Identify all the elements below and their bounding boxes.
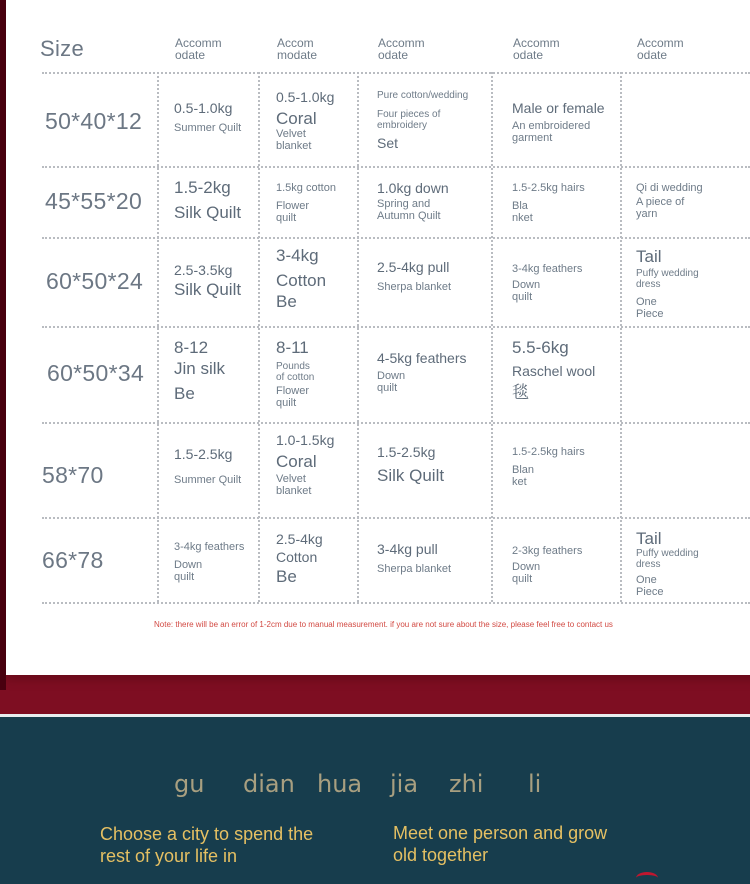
size-value: 60*50*34 bbox=[47, 360, 145, 386]
table-cell bbox=[512, 517, 618, 598]
cell-text: 2.5-4kg bbox=[276, 531, 323, 547]
cell-text: Coral bbox=[276, 109, 317, 128]
pinyin-dian: dian bbox=[243, 770, 295, 798]
cell-text: 1.5kg cotton bbox=[276, 182, 336, 194]
column-header bbox=[378, 37, 490, 61]
table-cell bbox=[636, 237, 746, 322]
cell-text: 4-5kg feathers bbox=[377, 350, 467, 366]
size-value: 58*70 bbox=[42, 462, 104, 488]
cell-text: Sherpa blanket bbox=[377, 563, 451, 575]
cell-text: Summer Quilt bbox=[174, 474, 242, 486]
table-cell bbox=[636, 166, 746, 233]
column-header bbox=[513, 37, 619, 61]
table-cell bbox=[276, 72, 356, 162]
table-cell bbox=[377, 237, 489, 322]
column-header-line: Accom bbox=[277, 37, 314, 50]
cell-text: Raschel wool bbox=[512, 363, 596, 379]
cell-text: Sherpa blanket bbox=[377, 281, 451, 293]
cell-text: Silk Quilt bbox=[174, 280, 242, 299]
table-cell bbox=[276, 166, 356, 233]
cell-text: 1.0-1.5kg bbox=[276, 432, 335, 448]
cell-text: Blan ket bbox=[512, 464, 535, 488]
size-header: Size bbox=[40, 36, 84, 61]
column-header-line: Accomm bbox=[637, 37, 684, 50]
cell-text: 1.5-2.5kg bbox=[377, 444, 436, 460]
table-cell bbox=[377, 166, 489, 233]
cell-text: Jin silk bbox=[174, 359, 226, 378]
cell-text: A piece of yarn bbox=[636, 196, 685, 220]
cell-text: Be bbox=[174, 384, 195, 403]
table-cell bbox=[377, 326, 489, 418]
cell-text: Flower quilt bbox=[276, 385, 310, 409]
table-cell bbox=[512, 422, 618, 513]
column-header bbox=[175, 37, 257, 61]
cell-text: 3-4kg feathers bbox=[512, 263, 583, 275]
size-value: 60*50*24 bbox=[46, 268, 144, 294]
cell-text: Velvet blanket bbox=[276, 128, 312, 152]
size-value: 45*55*20 bbox=[45, 188, 143, 214]
cell-text: Be bbox=[276, 292, 297, 311]
cell-text: 1.0kg down bbox=[377, 180, 449, 196]
cell-text: 0.5-1.0kg bbox=[276, 89, 335, 105]
column-header-line: odate bbox=[513, 48, 544, 61]
cell-text: Qi di wedding bbox=[636, 182, 703, 194]
cell-text: 毯 bbox=[512, 383, 529, 402]
pinyin-jia: jia bbox=[390, 770, 419, 798]
table-cell bbox=[174, 237, 256, 322]
pinyin-zhi: zhi bbox=[449, 770, 484, 798]
cell-text: 2-3kg feathers bbox=[512, 545, 583, 557]
cell-text: Flower quilt bbox=[276, 200, 310, 224]
cell-text: Pounds of cotton bbox=[276, 361, 315, 383]
cell-text: Tail bbox=[636, 529, 662, 548]
table-cell bbox=[377, 72, 489, 162]
cell-text: 3-4kg feathers bbox=[174, 541, 245, 553]
cell-text: Down quilt bbox=[512, 561, 541, 585]
table-cell bbox=[377, 517, 489, 598]
table-cell bbox=[276, 517, 356, 598]
table-cell bbox=[512, 72, 618, 162]
cell-text: Down quilt bbox=[174, 559, 203, 583]
column-header-line: Accomm bbox=[378, 37, 425, 50]
cell-text: Set bbox=[377, 135, 399, 151]
table-cell bbox=[512, 166, 618, 233]
cell-text: Silk Quilt bbox=[377, 466, 445, 485]
cell-text: 1.5-2.5kg hairs bbox=[512, 182, 585, 194]
cell-text: Down quilt bbox=[512, 279, 541, 303]
table-cell bbox=[276, 422, 356, 513]
cell-text: 1.5-2.5kg hairs bbox=[512, 446, 585, 458]
column-separator bbox=[620, 72, 622, 602]
column-header-line: modate bbox=[277, 48, 318, 61]
size-value: 66*78 bbox=[42, 547, 104, 573]
cell-text: 2.5-3.5kg bbox=[174, 262, 233, 278]
table-cell bbox=[512, 326, 618, 418]
column-separator bbox=[357, 72, 359, 602]
row-separator bbox=[42, 602, 750, 604]
table-cell bbox=[276, 237, 356, 322]
cell-text: Coral bbox=[276, 452, 317, 471]
table-cell bbox=[174, 72, 256, 162]
column-header-line: Accomm bbox=[175, 37, 222, 50]
cell-text: Summer Quilt bbox=[174, 122, 242, 134]
column-header-line: odate bbox=[175, 48, 206, 61]
column-header-line: odate bbox=[378, 48, 409, 61]
cell-text: Cotton bbox=[276, 549, 318, 565]
cell-text: Male or female bbox=[512, 100, 605, 116]
column-separator bbox=[258, 72, 260, 602]
cell-text: 0.5-1.0kg bbox=[174, 100, 233, 116]
cell-text: Four pieces of embroidery bbox=[377, 109, 441, 131]
cell-text: Puffy wedding dress bbox=[636, 268, 699, 290]
table-cell bbox=[512, 237, 618, 322]
pinyin-gu: gu bbox=[174, 770, 205, 798]
cell-text: 8-11 bbox=[276, 338, 309, 357]
cell-text: Puffy wedding dress bbox=[636, 548, 699, 570]
cell-text: 8-12 bbox=[174, 338, 209, 357]
cell-text: 1.5-2.5kg bbox=[174, 446, 233, 462]
table-cell bbox=[174, 422, 256, 513]
table-cell bbox=[174, 517, 256, 598]
column-header-line: Accomm bbox=[513, 37, 560, 50]
cell-text: Be bbox=[276, 567, 297, 586]
column-header-line: odate bbox=[637, 48, 668, 61]
cell-text: 3-4kg bbox=[276, 246, 319, 265]
cell-text: 2.5-4kg pull bbox=[377, 259, 450, 275]
decorative-mark bbox=[636, 872, 658, 884]
measurement-note: Note: there will be an error of 1-2cm due to manual measurement. if you are not sure about the size, please feel free to contact us bbox=[154, 620, 613, 629]
table-cell bbox=[276, 326, 356, 418]
cell-text: Bla nket bbox=[512, 200, 533, 224]
cell-text: One Piece bbox=[636, 574, 664, 598]
column-header bbox=[277, 37, 357, 61]
table-cell bbox=[174, 326, 256, 418]
cell-text: Pure cotton/wedding bbox=[377, 90, 469, 101]
cell-text: Cotton bbox=[276, 271, 327, 290]
cell-text: Down quilt bbox=[377, 370, 406, 394]
cell-text: One Piece bbox=[636, 296, 664, 320]
cell-text: Spring and Autumn Quilt bbox=[377, 198, 441, 222]
column-header bbox=[637, 37, 747, 61]
pinyin-li: li bbox=[528, 770, 542, 798]
table-cell bbox=[636, 517, 746, 598]
cell-text: 3-4kg pull bbox=[377, 541, 438, 557]
cell-text: 5.5-6kg bbox=[512, 338, 569, 357]
column-separator bbox=[491, 72, 493, 602]
cell-text: Silk Quilt bbox=[174, 203, 242, 222]
table-cell bbox=[377, 422, 489, 513]
table-cell bbox=[174, 166, 256, 233]
cell-text: An embroidered garment bbox=[512, 120, 591, 144]
slogan-right: Meet one person and grow old together bbox=[393, 823, 608, 865]
slogan-left: Choose a city to spend the rest of your life in bbox=[100, 824, 314, 866]
column-separator bbox=[157, 72, 159, 602]
size-value: 50*40*12 bbox=[45, 108, 143, 134]
cell-text: 1.5-2kg bbox=[174, 178, 231, 197]
pinyin-hua: hua bbox=[317, 770, 363, 798]
cell-text: Velvet blanket bbox=[276, 473, 312, 497]
cell-text: Tail bbox=[636, 247, 662, 266]
